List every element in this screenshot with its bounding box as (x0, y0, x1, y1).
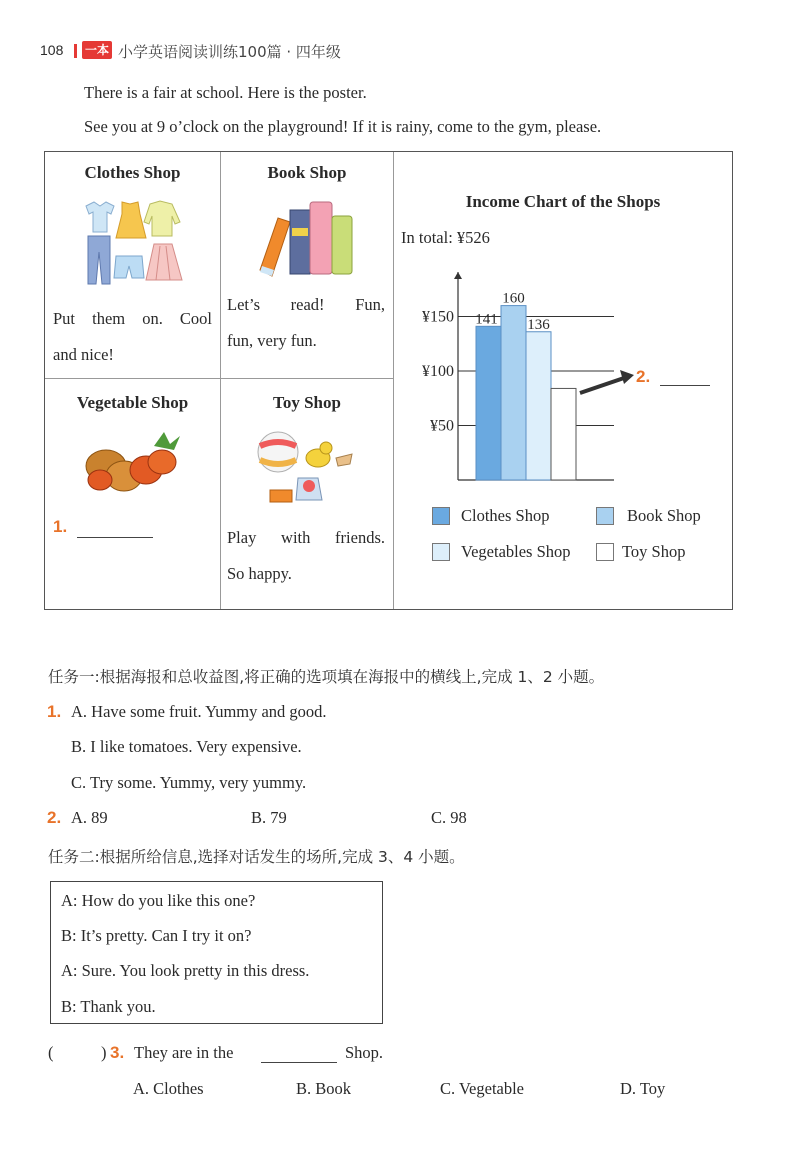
legend-label-toy: Toy Shop (622, 542, 686, 561)
y-tick-label-150: ¥150 (422, 308, 454, 326)
vegetable-shop-title: Vegetable Shop (76, 393, 189, 412)
q1-option-c[interactable]: C. Try some. Yummy, very yummy. (71, 773, 307, 792)
arrow-head (620, 370, 634, 384)
books-illustration (256, 198, 356, 280)
bar-label-book: 160 (502, 290, 525, 307)
dialog-line-1: A: How do you like this one? (61, 891, 256, 910)
q3-text-before: They are in the (134, 1043, 234, 1062)
q3-text-after: Shop. (345, 1043, 384, 1062)
question-3-number: 3. (110, 1043, 125, 1062)
header-divider (74, 44, 77, 58)
book-shop-text-1: Let’s read! Fun, (227, 295, 385, 314)
q1-option-a[interactable]: A. Have some fruit. Yummy and good. (71, 702, 327, 721)
toy-shop-text-2: So happy. (227, 564, 292, 583)
q3-paren-close: ) (101, 1043, 107, 1062)
poster-divider-v1 (220, 152, 221, 609)
legend-swatch-vegetables (432, 543, 450, 561)
q3-option-a[interactable]: A. Clothes (133, 1079, 204, 1098)
chart-title: Income Chart of the Shops (465, 192, 661, 211)
toy-shop-title: Toy Shop (273, 393, 341, 412)
clothes-shop-title: Clothes Shop (84, 163, 181, 182)
vegetables-illustration (84, 428, 184, 496)
bar-vegetables (526, 332, 551, 480)
y-axis-arrowhead (454, 272, 462, 279)
chart-total-label: In total: ¥526 (401, 228, 490, 247)
y-tick-label-50: ¥50 (430, 417, 454, 435)
dialog-line-2: B: It’s pretty. Can I try it on? (61, 926, 252, 945)
bar-clothes (476, 326, 501, 480)
toy-shop-text-1: Play with friends. (227, 528, 385, 547)
task1-heading: 任务一:根据海报和总收益图,将正确的选项填在海报中的横线上,完成 1、2 小题。 (48, 668, 605, 686)
income-chart (394, 260, 732, 496)
clothes-illustration (80, 198, 185, 290)
question-1-number: 1. (47, 702, 62, 721)
question-2-number: 2. (47, 808, 62, 827)
q2-option-a[interactable]: A. 89 (71, 808, 108, 827)
answer-blank-3[interactable] (261, 1062, 337, 1063)
intro-line-2: See you at 9 o’clock on the playground! If it is rainy, come to the gym, please. (84, 117, 602, 136)
question-1-marker: 1. (53, 517, 68, 536)
bar-label-vegetables: 136 (527, 316, 550, 333)
answer-blank-1[interactable] (77, 537, 153, 538)
task2-heading: 任务二:根据所给信息,选择对话发生的场所,完成 3、4 小题。 (48, 848, 465, 866)
q3-option-b[interactable]: B. Book (296, 1079, 352, 1098)
poster-divider-h (45, 378, 393, 379)
question-2-marker: 2. (636, 367, 651, 386)
q3-option-d[interactable]: D. Toy (620, 1079, 666, 1098)
book-title: 小学英语阅读训练100篇 · 四年级 (118, 43, 341, 61)
legend-label-vegetables: Vegetables Shop (461, 542, 571, 561)
y-tick-label-100: ¥100 (422, 363, 454, 380)
q3-option-c[interactable]: C. Vegetable (440, 1079, 525, 1098)
bar-book (501, 306, 526, 480)
toys-illustration (256, 428, 356, 510)
q2-option-b[interactable]: B. 79 (251, 808, 287, 827)
dialog-line-4: B: Thank you. (61, 997, 156, 1016)
legend-swatch-toy (596, 543, 614, 561)
page-number: 108 (40, 42, 64, 58)
q3-answer-slot[interactable] (58, 1046, 96, 1066)
q3-paren-open: ( (48, 1043, 54, 1062)
legend-swatch-clothes (432, 507, 450, 525)
legend-label-book: Book Shop (627, 506, 701, 525)
book-shop-text-2: fun, very fun. (227, 331, 317, 350)
clothes-shop-text-2: and nice! (53, 345, 114, 364)
bar-toy (551, 388, 576, 480)
q2-option-c[interactable]: C. 98 (431, 808, 467, 827)
bar-label-clothes: 141 (475, 311, 498, 328)
legend-swatch-book (596, 507, 614, 525)
legend-label-clothes: Clothes Shop (461, 506, 550, 525)
answer-blank-2[interactable] (660, 385, 710, 386)
book-logo: 一本 (82, 41, 112, 59)
arrow-shaft (580, 378, 624, 393)
intro-line-1: There is a fair at school. Here is the poster. (84, 83, 367, 102)
clothes-shop-text-1: Put them on. Cool (53, 309, 212, 328)
book-shop-title: Book Shop (267, 163, 347, 182)
dialog-line-3: A: Sure. You look pretty in this dress. (61, 961, 310, 980)
q1-option-b[interactable]: B. I like tomatoes. Very expensive. (71, 737, 302, 756)
